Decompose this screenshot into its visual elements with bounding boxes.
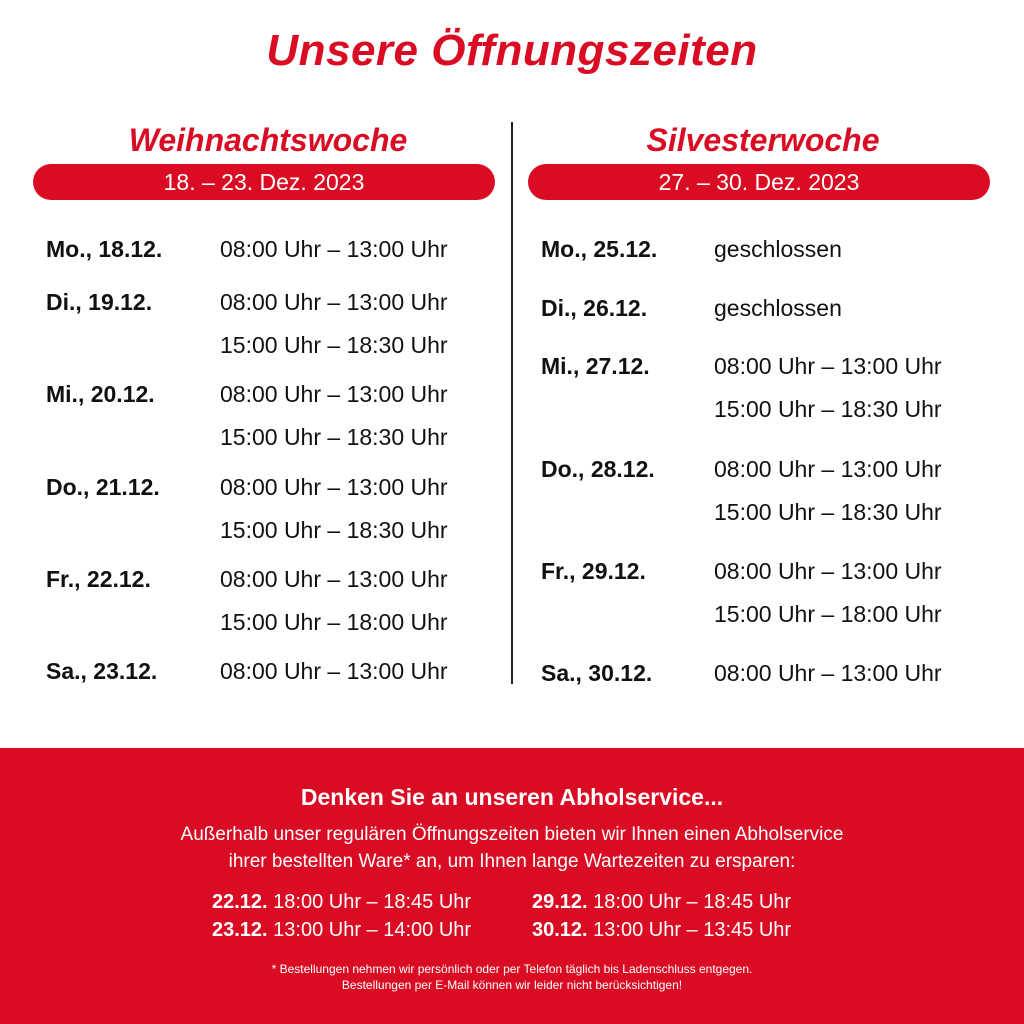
time-slot: 15:00 Uhr – 18:00 Uhr	[714, 601, 942, 627]
schedule-row	[33, 564, 513, 654]
time-slot: 15:00 Uhr – 18:30 Uhr	[220, 517, 448, 543]
column-heading: Weihnachtswoche	[128, 122, 408, 158]
schedule-row	[33, 287, 513, 377]
pickup-slot	[212, 891, 471, 914]
time-slot: 15:00 Uhr – 18:30 Uhr	[220, 424, 448, 450]
time-slot: geschlossen	[714, 236, 842, 262]
day-label: Di., 26.12.	[541, 295, 648, 321]
time-slot: 08:00 Uhr – 13:00 Uhr	[714, 456, 942, 482]
day-label: Do., 28.12.	[541, 456, 655, 482]
pickup-time: 18:00 Uhr – 18:45 Uhr	[593, 891, 792, 913]
day-label: Mo., 25.12.	[541, 236, 658, 262]
pickup-time: 13:00 Uhr – 13:45 Uhr	[593, 919, 792, 941]
time-slot: 08:00 Uhr – 13:00 Uhr	[220, 289, 448, 315]
day-label: Sa., 30.12.	[541, 660, 653, 686]
christmas-week-column	[33, 118, 503, 684]
time-slot: 08:00 Uhr – 13:00 Uhr	[220, 566, 448, 592]
day-label: Mi., 20.12.	[46, 381, 155, 407]
time-slot: 08:00 Uhr – 13:00 Uhr	[220, 474, 448, 500]
pickup-description-line: ihrer bestellten Ware* an, um Ihnen lange Wartezeiten zu ersparen:	[228, 851, 796, 872]
date-range-badge: 18. – 23. Dez. 2023	[33, 164, 495, 200]
pickup-time: 13:00 Uhr – 14:00 Uhr	[273, 919, 472, 941]
pickup-date: 23.12.	[212, 919, 268, 941]
schedule-row	[33, 379, 513, 469]
schedule-row	[528, 351, 1008, 441]
time-slot: 08:00 Uhr – 13:00 Uhr	[714, 353, 942, 379]
pickup-date: 22.12.	[212, 891, 268, 913]
pickup-slot	[532, 891, 791, 914]
pickup-heading: Denken Sie an unseren Abholservice...	[300, 784, 724, 810]
pickup-time: 18:00 Uhr – 18:45 Uhr	[273, 891, 472, 913]
pickup-slot	[532, 919, 791, 942]
pickup-slot	[212, 919, 471, 942]
column-heading: Silvesterwoche	[646, 122, 880, 158]
time-slot: 08:00 Uhr – 13:00 Uhr	[220, 658, 448, 684]
date-range-badge: 27. – 30. Dez. 2023	[528, 164, 990, 200]
time-slot: 08:00 Uhr – 13:00 Uhr	[714, 558, 942, 584]
pickup-date: 30.12.	[532, 919, 588, 941]
day-label: Fr., 29.12.	[541, 558, 646, 584]
time-slot: 08:00 Uhr – 13:00 Uhr	[220, 381, 448, 407]
schedule-row	[528, 658, 1008, 748]
time-slot: 08:00 Uhr – 13:00 Uhr	[714, 660, 942, 686]
day-label: Do., 21.12.	[46, 474, 160, 500]
time-slot: 08:00 Uhr – 13:00 Uhr	[220, 236, 448, 262]
schedule-row	[528, 556, 1008, 646]
new-year-week-column	[528, 118, 998, 686]
time-slot: 15:00 Uhr – 18:30 Uhr	[714, 499, 942, 525]
pickup-date: 29.12.	[532, 891, 588, 913]
page-title: Unsere Öffnungszeiten	[266, 26, 758, 75]
time-slot: geschlossen	[714, 295, 842, 321]
time-slot: 15:00 Uhr – 18:30 Uhr	[714, 396, 942, 422]
schedule-row	[33, 656, 513, 746]
pickup-service-banner	[0, 748, 1024, 1024]
schedule-row	[528, 454, 1008, 544]
time-slot: 15:00 Uhr – 18:00 Uhr	[220, 609, 448, 635]
day-label: Mi., 27.12.	[541, 353, 650, 379]
day-label: Sa., 23.12.	[46, 658, 158, 684]
day-label: Fr., 22.12.	[46, 566, 151, 592]
footnote: * Bestellungen nehmen wir persönlich oder per Telefon täglich bis Ladenschluss entgegen.	[271, 962, 753, 976]
schedule-row	[33, 472, 513, 562]
day-label: Di., 19.12.	[46, 289, 153, 315]
time-slot: 15:00 Uhr – 18:30 Uhr	[220, 332, 448, 358]
footnote: Bestellungen per E-Mail können wir leider nicht berücksichtigen!	[341, 978, 683, 992]
day-label: Mo., 18.12.	[46, 236, 163, 262]
pickup-description-line: Außerhalb unser regulären Öffnungszeiten bieten wir Ihnen einen Abholservice	[180, 824, 844, 845]
